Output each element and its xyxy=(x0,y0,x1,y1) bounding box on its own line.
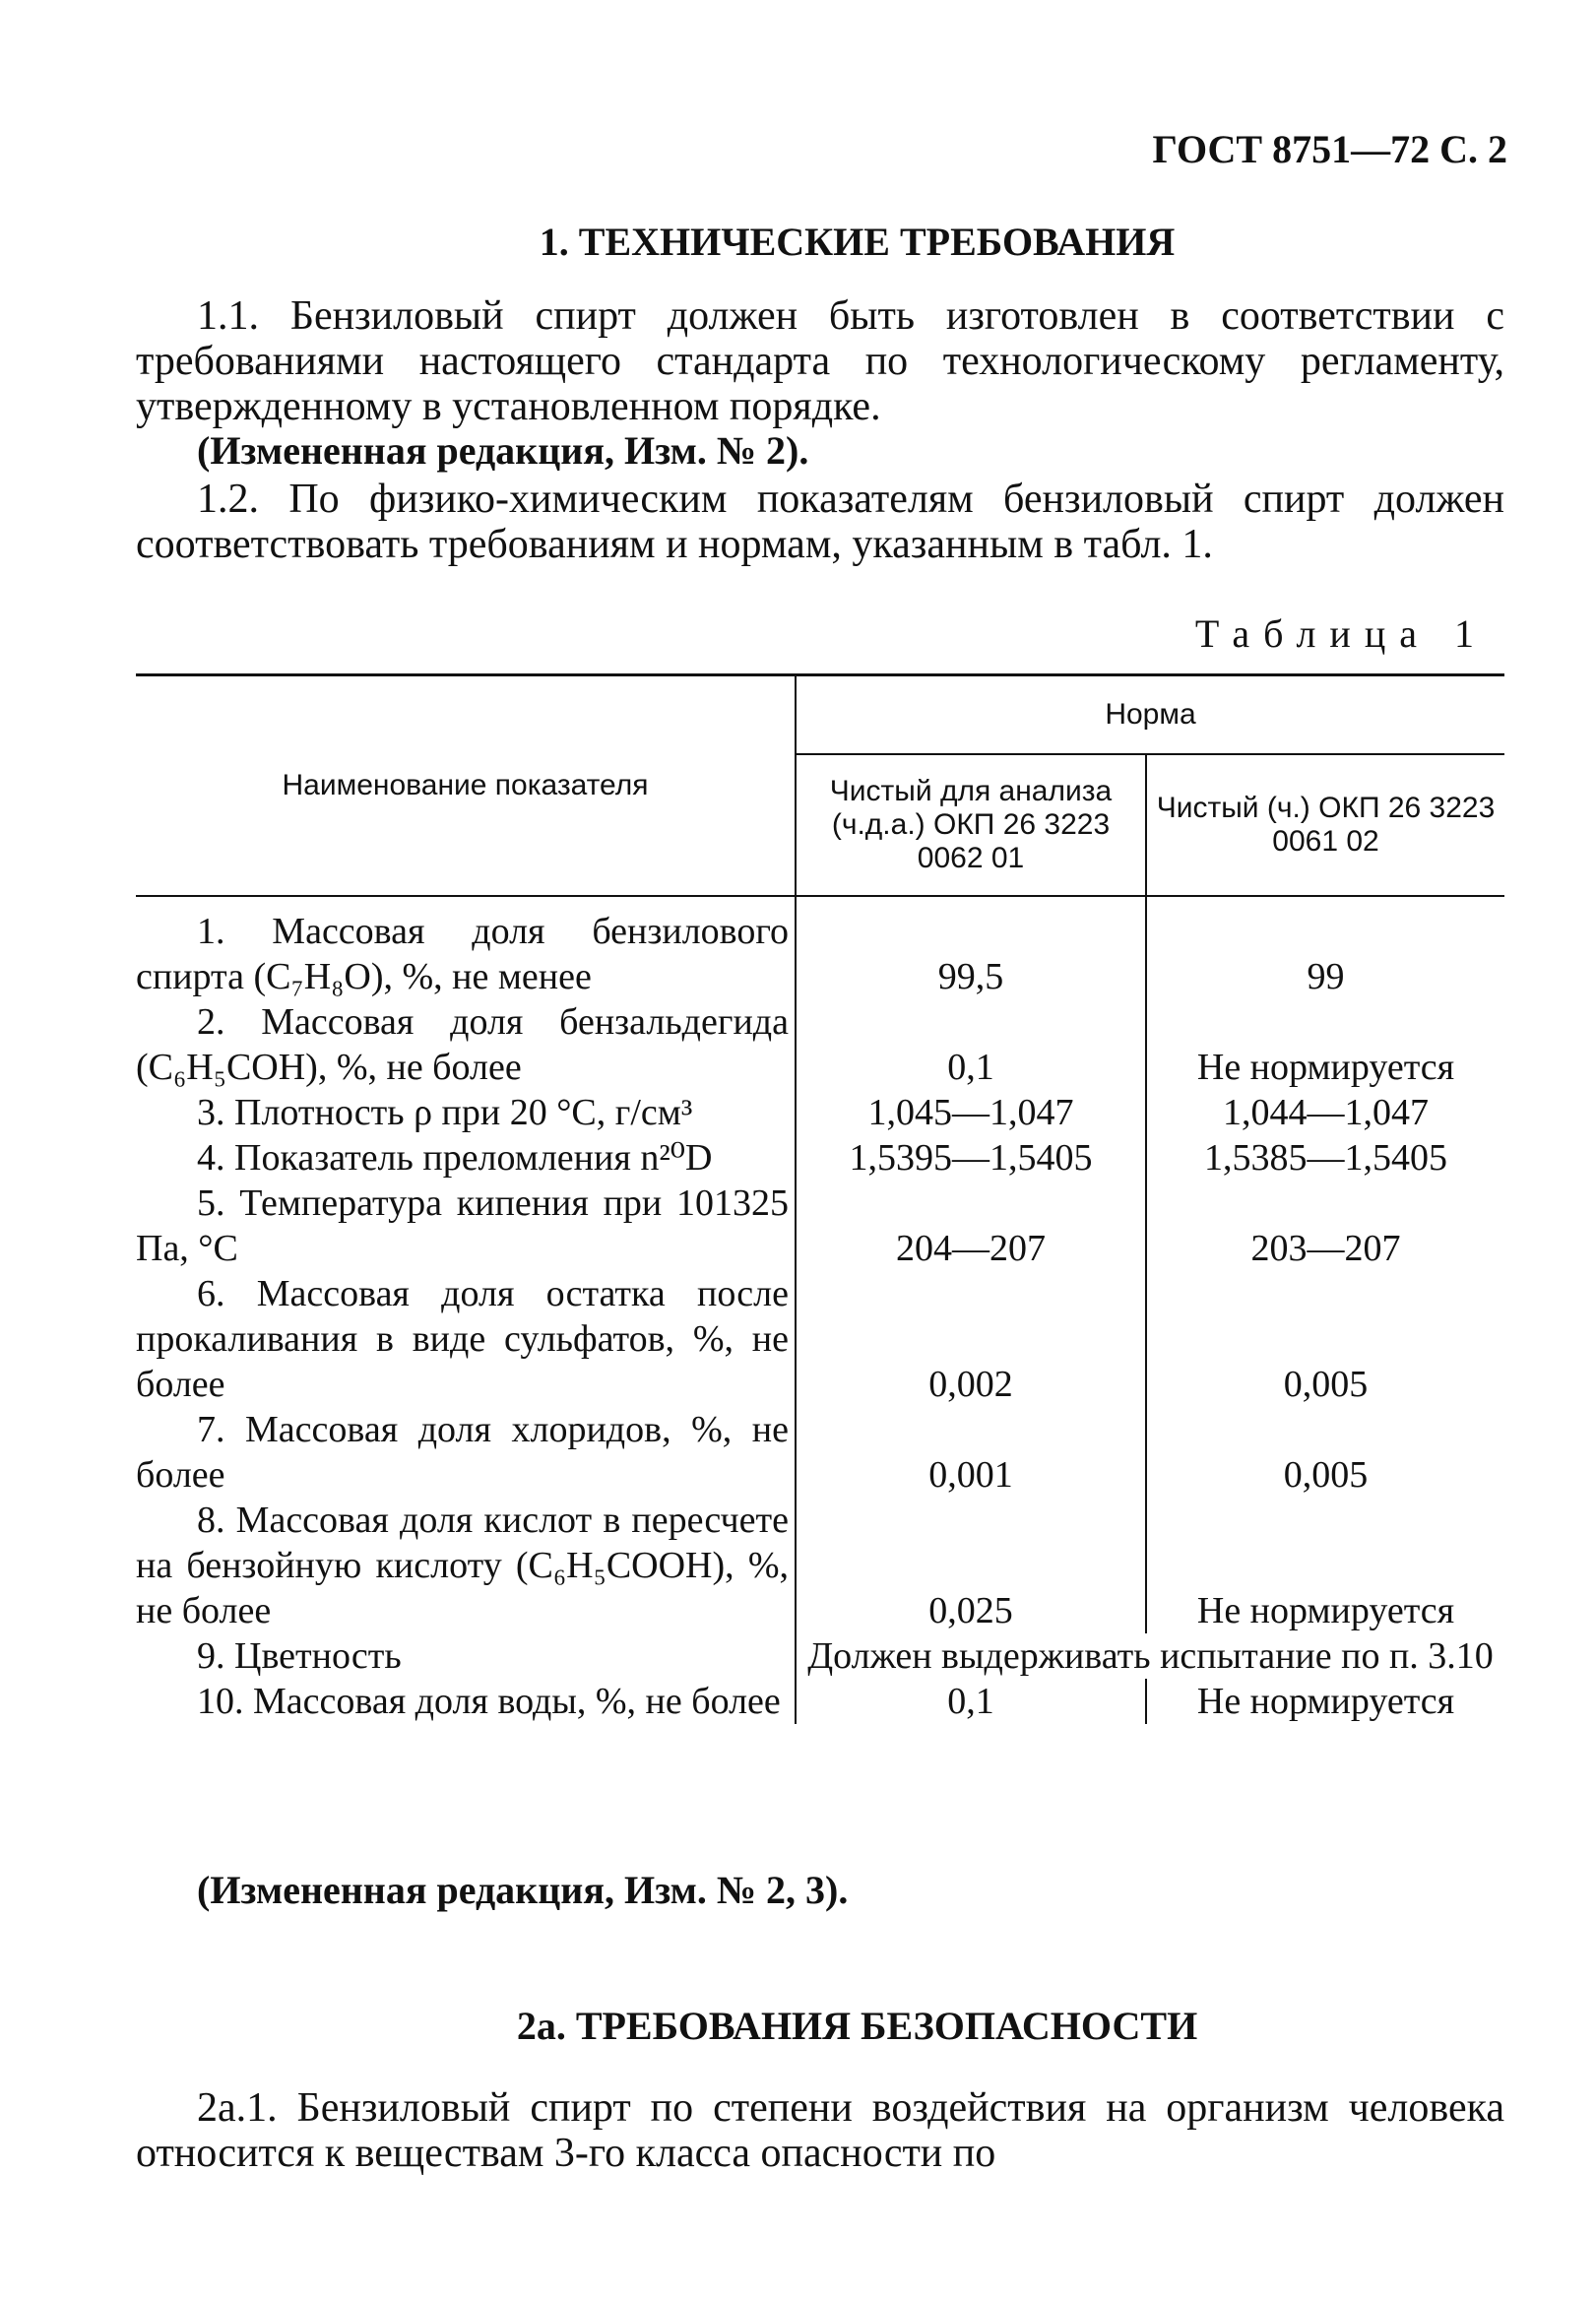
row-value-b: 0,005 xyxy=(1146,1271,1504,1407)
row-value-a: 204—207 xyxy=(796,1181,1146,1271)
row-name-text: 4. Показатель преломления n²⁰D xyxy=(197,1137,713,1179)
row-name-text: 5. Температура кипения при 101325 Па, °С xyxy=(136,1182,789,1269)
row-value-a: 0,002 xyxy=(796,1271,1146,1407)
table-row xyxy=(136,1135,1504,1181)
paragraph-2a-1 xyxy=(136,2085,1504,2176)
row-name-text: 8. Массовая доля кислот в пересчете на бензойную кислоту (C₆H₅COOH), %, не более xyxy=(136,1500,789,1631)
row-value-b: Не нормируется xyxy=(1146,999,1504,1090)
paragraph-1-1 xyxy=(136,293,1504,429)
table-row xyxy=(136,1679,1504,1724)
header-norm: Норма xyxy=(796,675,1504,755)
row-name xyxy=(136,1135,796,1181)
header-parameter-name: Наименование показателя xyxy=(136,675,796,897)
row-name-text: 7. Массовая доля хлоридов, %, не более xyxy=(136,1409,789,1496)
table-row xyxy=(136,1407,1504,1498)
table-row xyxy=(136,896,1504,999)
requirements-table xyxy=(136,673,1504,1724)
table-caption: Таблица 1 xyxy=(1194,611,1488,656)
row-name-text: 3. Плотность ρ при 20 °С, г/см³ xyxy=(197,1092,693,1133)
row-value-a: 0,025 xyxy=(796,1498,1146,1633)
row-value-b: 99 xyxy=(1146,896,1504,999)
header-grade-pure: Чистый (ч.) ОКП 26 3223 0061 02 xyxy=(1146,754,1504,896)
row-value-b: 203—207 xyxy=(1146,1181,1504,1271)
row-name-text: 9. Цветность xyxy=(197,1635,402,1677)
table-row xyxy=(136,1090,1504,1135)
row-value-b: Не нормируется xyxy=(1146,1498,1504,1633)
row-name xyxy=(136,1271,796,1407)
page-header: ГОСТ 8751—72 С. 2 xyxy=(1152,127,1507,171)
row-name xyxy=(136,1679,796,1724)
row-name xyxy=(136,1407,796,1498)
paragraph-1-2-text: 1.2. По физико-химическим показателям бензиловый спирт должен соответствовать требованиям и нормам, указанным в табл. 1. xyxy=(136,477,1504,567)
row-name xyxy=(136,1181,796,1271)
row-name-text: 10. Массовая доля воды, %, не более xyxy=(197,1681,781,1722)
paragraph-1-1-text: 1.1. Бензиловый спирт должен быть изготовлен в соответствии с требованиями настоящего стандарта по технологическому регламенту, утвержденному в установленном порядке. xyxy=(136,293,1504,429)
section-title-1: 1. ТЕХНИЧЕСКИЕ ТРЕБОВАНИЯ xyxy=(539,220,1176,264)
table-row xyxy=(136,999,1504,1090)
row-value-a: 99,5 xyxy=(796,896,1146,999)
header-grade-analytical: Чистый для анализа (ч.д.а.) ОКП 26 3223 0062 01 xyxy=(796,754,1146,896)
section-title-2a: 2а. ТРЕБОВАНИЯ БЕЗОПАСНОСТИ xyxy=(516,2004,1198,2048)
row-name xyxy=(136,1633,796,1679)
row-value-a: 0,1 xyxy=(796,999,1146,1090)
row-name-text: 2. Массовая доля бензальдегида (C₆H₅COH), %, не более xyxy=(136,1001,789,1088)
row-value-a: 1,045—1,047 xyxy=(796,1090,1146,1135)
row-name-text: 6. Массовая доля остатка после прокаливания в виде сульфатов, %, не более xyxy=(136,1273,789,1405)
table-row xyxy=(136,1271,1504,1407)
row-name xyxy=(136,1090,796,1135)
row-value-a: 0,1 xyxy=(796,1679,1146,1724)
amendment-note-2: (Измененная редакция, Изм. № 2, 3). xyxy=(197,1868,849,1912)
row-value-b: Не нормируется xyxy=(1146,1679,1504,1724)
table-row xyxy=(136,1633,1504,1679)
row-name xyxy=(136,999,796,1090)
row-value-b: 1,5385—1,5405 xyxy=(1146,1135,1504,1181)
row-name-text: 1. Массовая доля бензилового спирта (C₇H₈O), %, не менее xyxy=(136,911,789,997)
table-row xyxy=(136,1498,1504,1633)
row-value-a: 0,001 xyxy=(796,1407,1146,1498)
row-value-a: 1,5395—1,5405 xyxy=(796,1135,1146,1181)
paragraph-1-2 xyxy=(136,477,1504,567)
row-value-b: 0,005 xyxy=(1146,1407,1504,1498)
amendment-note-1: (Измененная редакция, Изм. № 2). xyxy=(197,428,809,473)
table-row xyxy=(136,1181,1504,1271)
paragraph-2a-1-text: 2а.1. Бензиловый спирт по степени воздействия на организм человека относится к веществам 3-го класса опасности по xyxy=(136,2085,1504,2176)
row-value-merged: Должен выдерживать испытание по п. 3.10 xyxy=(796,1633,1504,1679)
row-name xyxy=(136,1498,796,1633)
row-name xyxy=(136,896,796,999)
row-value-b: 1,044—1,047 xyxy=(1146,1090,1504,1135)
